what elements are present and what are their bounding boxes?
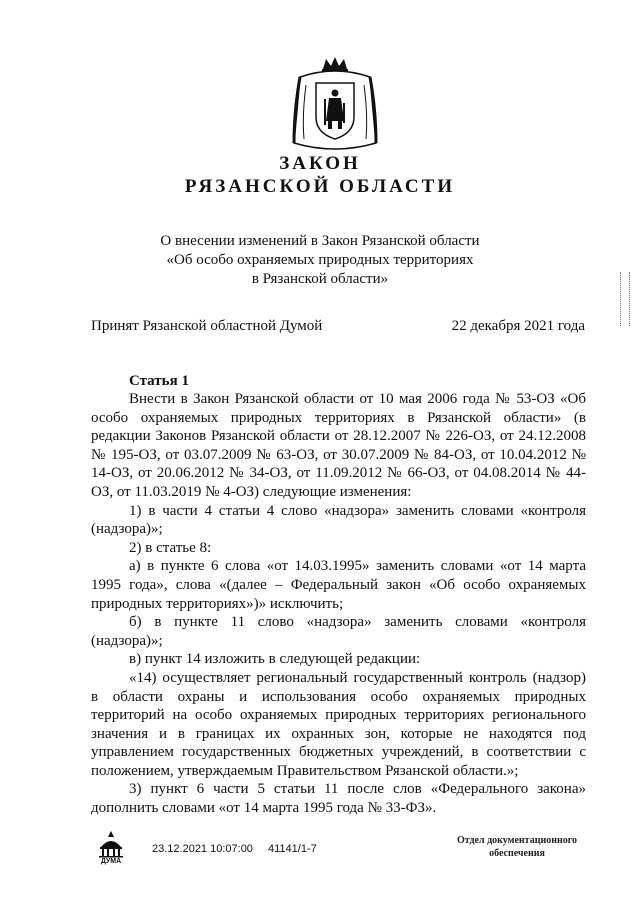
- law-region: РЯЗАНСКОЙ ОБЛАСТИ: [184, 176, 456, 197]
- subject-line: О внесении изменений в Закон Рязанской области: [160, 233, 480, 249]
- article-paragraph: 1) в части 4 статьи 4 слово «надзора» заменить словами «контроля (надзора)»;: [91, 502, 586, 538]
- law-subject: [100, 232, 540, 289]
- law-title: ЗАКОН: [279, 153, 361, 174]
- department-stamp: [442, 834, 592, 860]
- article-title: Статья 1: [129, 373, 189, 389]
- stamp-line: Отдел документационного: [456, 835, 578, 846]
- subject-line: «Об особо охраняемых природных территориях: [166, 252, 474, 268]
- article-paragraph: в) пункт 14 изложить в следующей редакции:: [129, 651, 421, 668]
- stamp-line: обеспечения: [489, 848, 545, 859]
- adoption-date: 22 декабря 2021 года: [451, 318, 585, 334]
- article-body: [91, 390, 586, 818]
- document-number: 41141/1-7: [268, 843, 317, 855]
- duma-logo-text: ДУМА: [100, 858, 122, 865]
- subject-line: в Рязанской области»: [251, 271, 389, 287]
- margin-mark: [620, 272, 630, 326]
- coat-of-arms-icon: [290, 55, 380, 155]
- article-paragraph: Внести в Закон Рязанской области от 10 мая 2006 года № 53-ОЗ «Об особо охраняемых природных территориях в Рязанской области» (в редакции Законов Рязанской области от 28.12.2007 № 226-ОЗ, от 24.12.2008 № 195-ОЗ, от 03.07.2009 № 63-ОЗ, от 30.07.2009 № 84-ОЗ, от 10.04.2012 № 14-ОЗ, от 20.06.2012 № 34-ОЗ, от 11.09.2012 № 66-ОЗ, от 04.08.2014 № 44-ОЗ, от 11.03.2019 № 4-ОЗ) следующие изменения:: [91, 391, 586, 500]
- article-paragraph: б) в пункте 11 слово «надзора» заменить словами «контроля (надзора)»;: [91, 614, 586, 649]
- article-paragraph: «14) осуществляет региональный государственный контроль (надзор) в области охраны и использования особо охраняемых природных территорий на особо охраняемых природных территориях регионального значения и в границах их охранных зон, которые не находятся под управлением государственных бюджетных учреждений, в соответствии с положением, утверждаемым Правительством Рязанской области.»;: [91, 669, 586, 779]
- article-paragraph: 2) в статье 8:: [129, 539, 212, 556]
- adopting-body: Принят Рязанской областной Думой: [91, 318, 323, 334]
- registration-timestamp: 23.12.2021 10:07:00: [152, 843, 253, 855]
- article-paragraph: 3) пункт 6 части 5 статьи 11 после слов «Федерального закона» дополнить словами «от 14 марта 1995 года № 33-ФЗ».: [91, 781, 586, 817]
- article-paragraph: а) в пункте 6 слова «от 14.03.1995» заменить словами «от 14 марта 1995 года», слова «(далее – Федеральный закон «Об особо охраняемых природных территориях»)» исключить;: [91, 558, 586, 612]
